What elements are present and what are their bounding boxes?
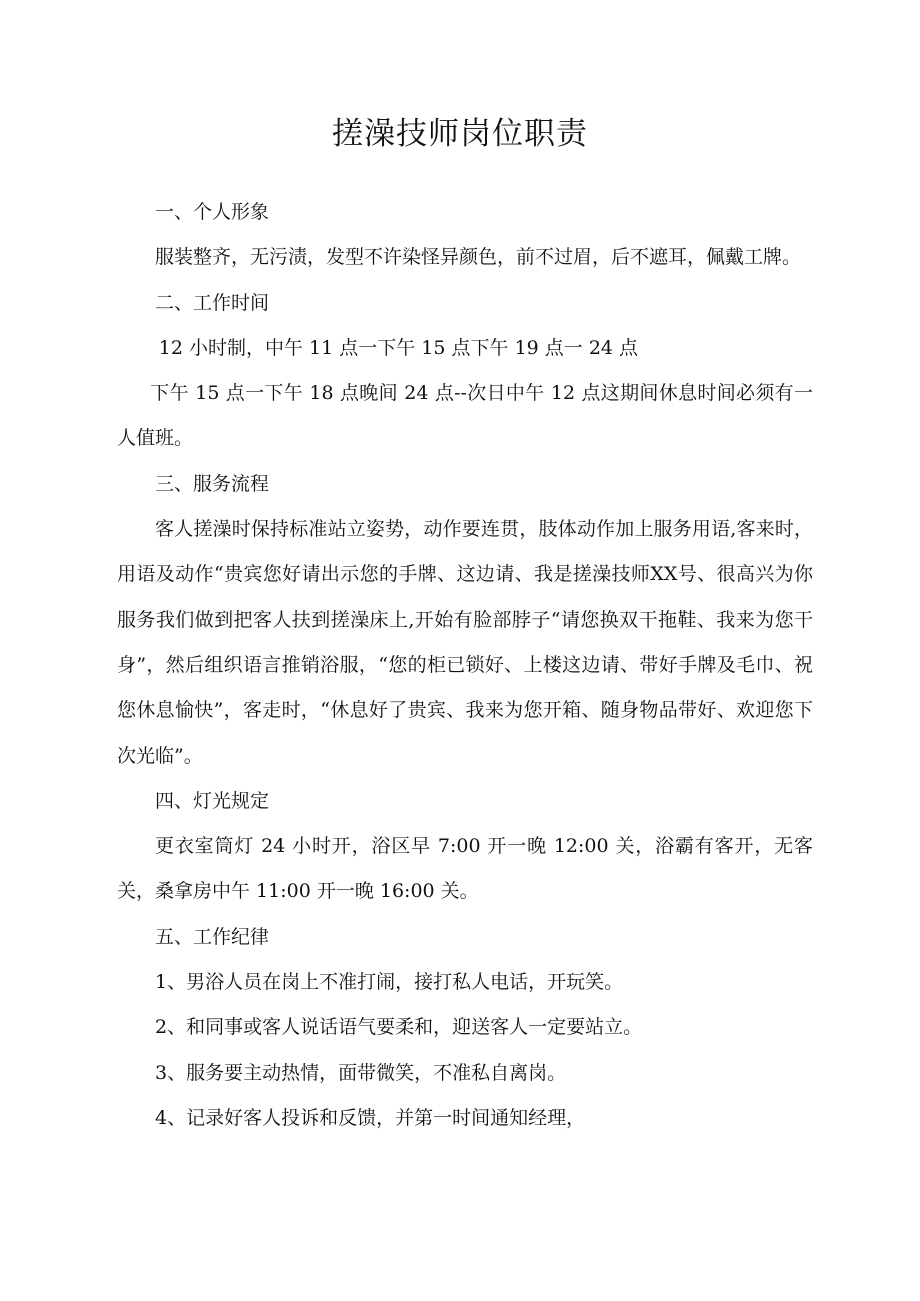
list-item: 1、男浴人员在岗上不准打闹，接打私人电话，开玩笑。 [155, 971, 624, 994]
paragraph-lighting-schedule: 更衣室筒灯 24 小时开，浴区早 7:00 开一晚 12:00 关，浴霸有客开，无客关，桑拿房中午 11:00 开一晚 16:00 关。 [117, 835, 813, 903]
paragraph-shift-schedule: 12 小时制，中午 11 点一下午 15 点下午 19 点一 24 点 [158, 336, 639, 359]
list-item: 2、和同事或客人说话语气要柔和，迎送客人一定要站立。 [155, 1016, 643, 1039]
paragraph-dress-code: 服装整齐，无污渍，发型不许染怪异颜色，前不过眉，后不遮耳，佩戴工牌。 [155, 246, 802, 269]
section-heading-personal-image: 一、个人形象 [155, 201, 270, 223]
paragraph-rest-duty: 下午 15 点一下午 18 点晚间 24 点--次日中午 12 点这期间休息时间必须有一人值班。 [117, 382, 813, 450]
section-heading-service-process: 三、服务流程 [155, 472, 270, 495]
document-title: 搓澡技师岗位职责 [332, 116, 588, 152]
section-heading-lighting-rules: 四、灯光规定 [155, 789, 270, 812]
list-item: 4、记录好客人投诉和反馈，并第一时间通知经理， [155, 1106, 586, 1129]
document-body [117, 190, 813, 1141]
section-heading-work-hours: 二、工作时间 [155, 291, 270, 314]
list-item: 3、服务要主动热情，面带微笑，不准私自离岗。 [155, 1061, 567, 1084]
paragraph-service-script: 客人搓澡时保持标准站立姿势，动作要连贯，肢体动作加上服务用语,客来时，用语及动作“贵宾您好请出示您的手牌、这边请、我是搓澡技师XX号、很高兴为你服务我们做到把客人扶到搓澡床上,开始有脸部脖子“请您换双干拖鞋、我来为您干身”，然后组织语言推销浴服，“您的柜已锁好、上楼这边请、带好手牌及毛巾、祝您休息愉快”，客走时，“休息好了贵宾、我来为您开箱、随身物品带好、欢迎您下次光临”。 [117, 518, 813, 767]
section-heading-work-discipline: 五、工作纪律 [155, 925, 270, 948]
